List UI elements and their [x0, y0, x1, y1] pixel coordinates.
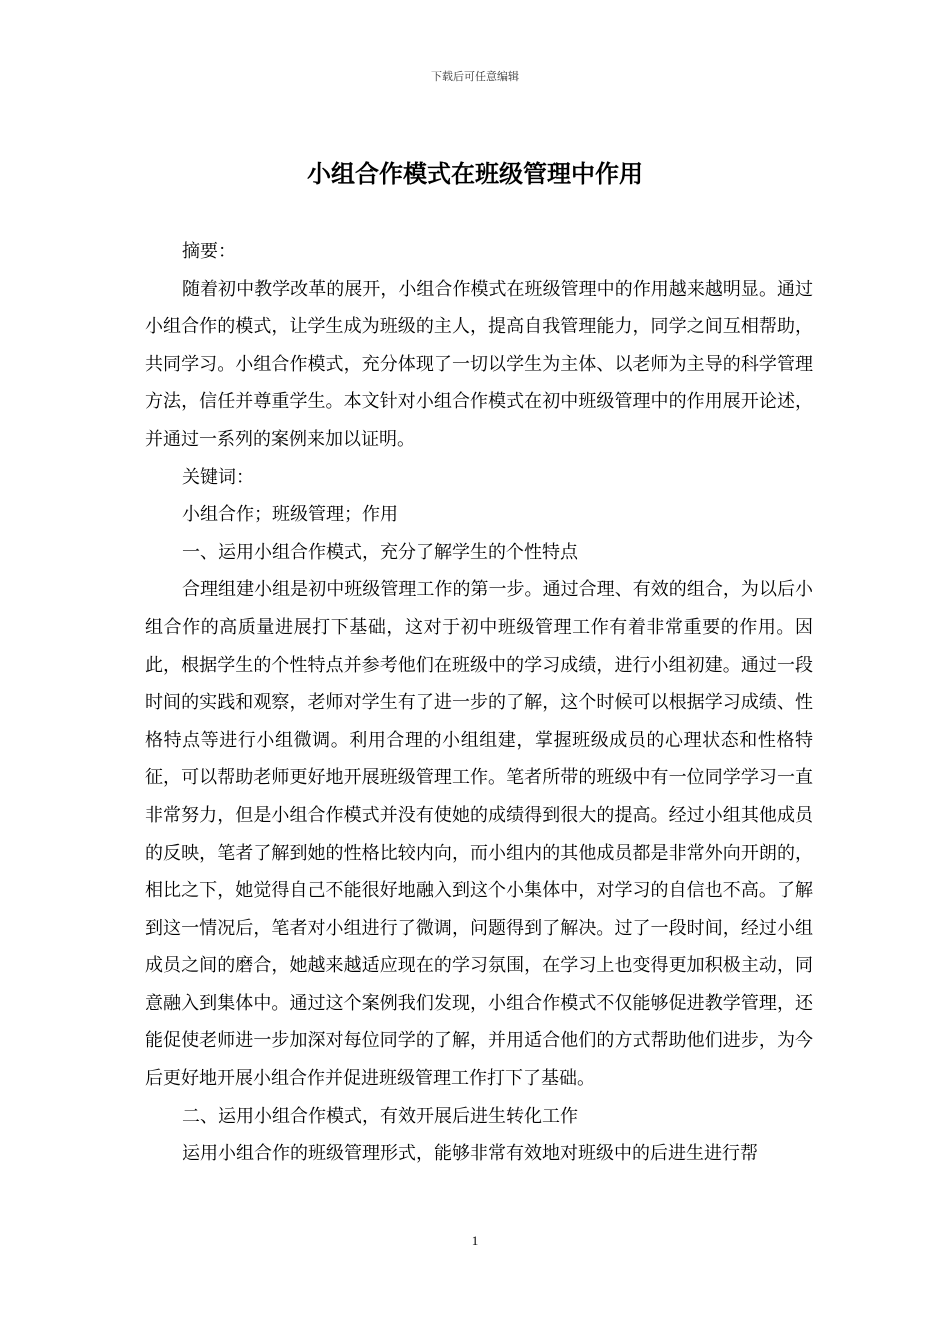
section-1-paragraph: 合理组建小组是初中班级管理工作的第一步。通过合理、有效的组合，为以后小组合作的高质量进展打下基础，这对于初中班级管理工作有着非常重要的作用。因此，根据学生的个性特点并参考他们在班级中的学习成绩，进行小组初建。通过一段时间的实践和观察，老师对学生有了进一步的了解，这个时候可以根据学习成绩、性格特点等进行小组微调。利用合理的小组组建，掌握班级成员的心理状态和性格特征，可以帮助老师更好地开展班级管理工作。笔者所带的班级中有一位同学学习一直非常努力，但是小组合作模式并没有使她的成绩得到很大的提高。经过小组其他成员的反映，笔者了解到她的性格比较内向，而小组内的其他成员都是非常外向开朗的，相比之下，她觉得自己不能很好地融入到这个小集体中，对学习的自信也不高。了解到这一情况后，笔者对小组进行了微调，问题得到了解决。过了一段时间，经过小组成员之间的磨合，她越来越适应现在的学习氛围，在学习上也变得更加积极主动，同意融入到集体中。通过这个案例我们发现，小组合作模式不仅能够促进教学管理，还能促使老师进一步加深对每位同学的了解，并用适合他们的方式帮助他们进步，为今后更好地开展小组合作并促进班级管理工作打下了基础。	[145, 579, 813, 1090]
page-number: 1	[471, 1233, 479, 1248]
section-heading-2: 二、运用小组合作模式，有效开展后进生转化工作	[182, 1105, 578, 1127]
keywords-list: 小组合作；班级管理；作用	[182, 504, 398, 526]
page-header: 下载后可任意编辑	[431, 70, 519, 83]
abstract-heading: 摘要：	[182, 241, 236, 262]
section-heading-1: 一、运用小组合作模式，充分了解学生的个性特点	[182, 541, 578, 563]
document-body	[145, 233, 813, 1173]
document-title: 小组合作模式在班级管理中作用	[307, 160, 643, 188]
section-2-paragraph: 运用小组合作的班级管理形式，能够非常有效地对班级中的后进生进行帮	[182, 1143, 758, 1165]
abstract-paragraph: 随着初中教学改革的展开，小组合作模式在班级管理中的作用越来越明显。通过小组合作的模式，让学生成为班级的主人，提高自我管理能力，同学之间互相帮助，共同学习。小组合作模式，充分体现了一切以学生为主体、以老师为主导的科学管理方法，信任并尊重学生。本文针对小组合作模式在初中班级管理中的作用展开论述，并通过一系列的案例来加以证明。	[145, 278, 813, 450]
keywords-heading: 关键词：	[182, 466, 254, 488]
